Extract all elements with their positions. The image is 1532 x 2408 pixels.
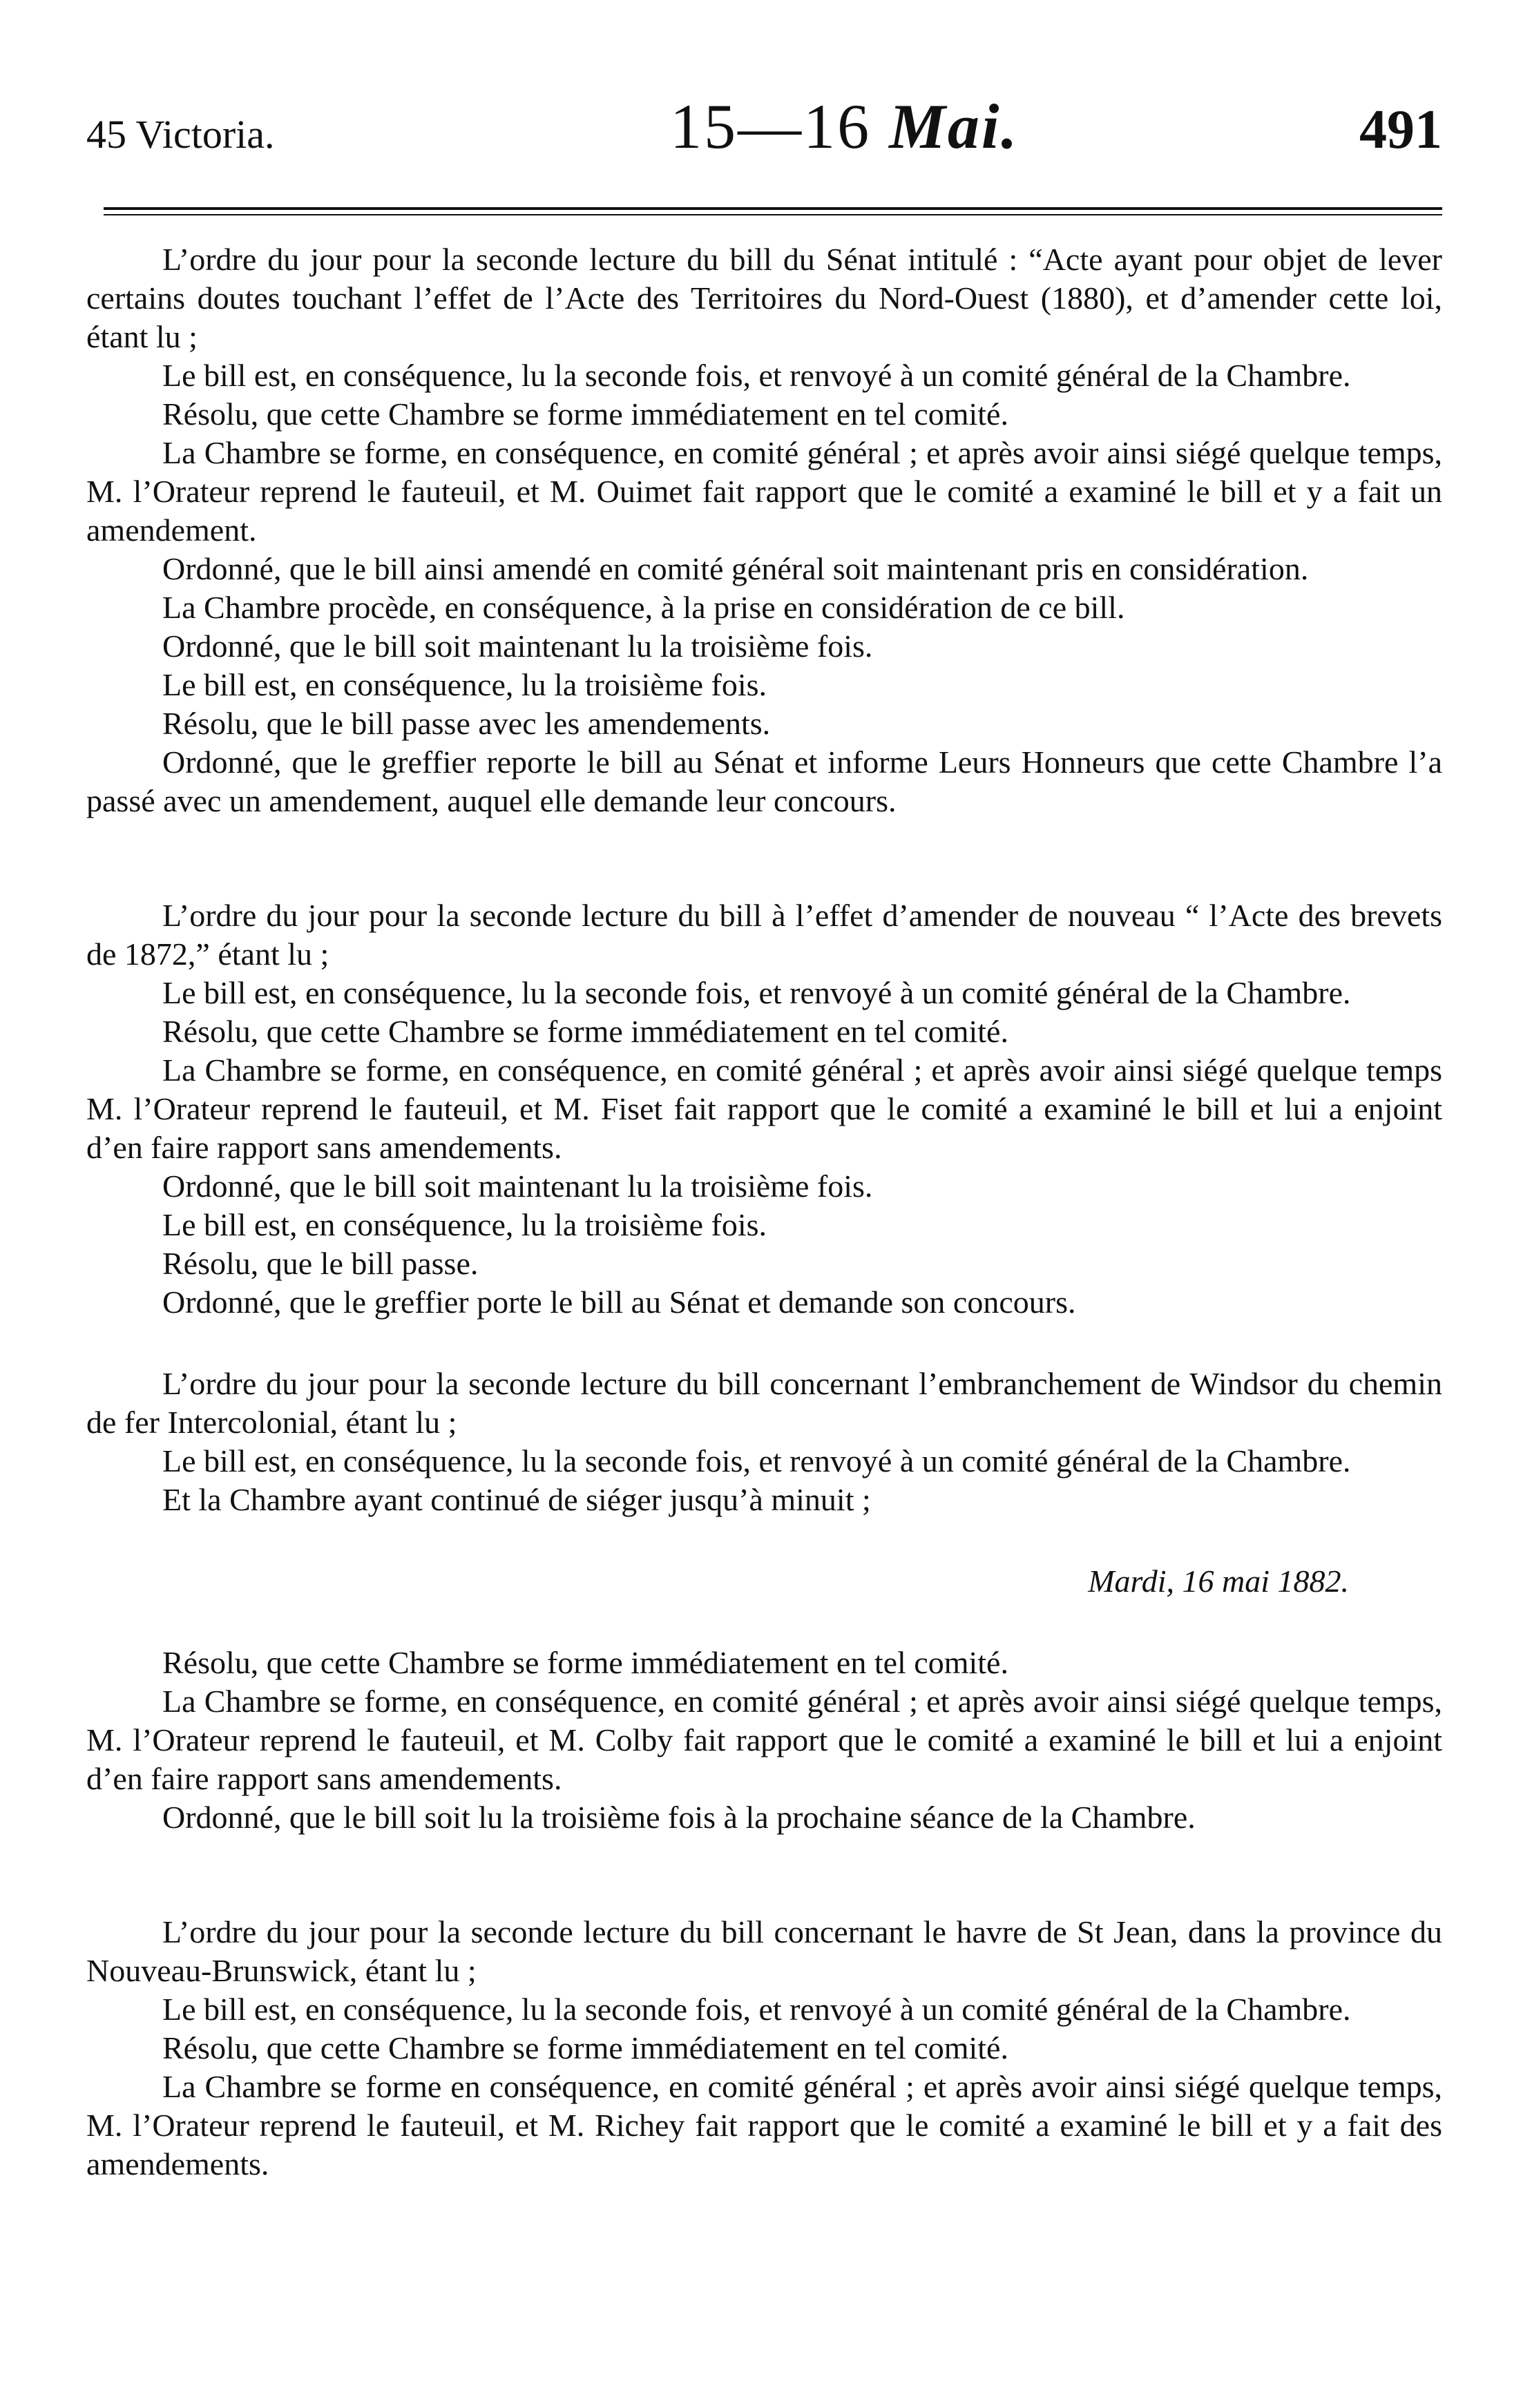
paragraph: L’ordre du jour pour la seconde lecture du bill concernant l’embranchement de Windsor du chemin de fer Intercolonial, étant lu ; (86, 1366, 1442, 1440)
section-gap (86, 1519, 1442, 1562)
paragraph: Ordonné, que le bill soit maintenant lu la troisième fois. (162, 1168, 873, 1204)
sitting-date (86, 1562, 1442, 1601)
paragraph: La Chambre se forme en conséquence, en comité général ; et après avoir ainsi siégé quelque temps, M. l’Orateur reprend le fauteuil, et M. Richey fait rapport que le comité a examiné le bill et y a fait des amendements. (86, 2069, 1442, 2181)
paragraph: La Chambre se forme, en conséquence, en comité général ; et après avoir ainsi siégé quelque temps M. l’Orateur reprend le fauteuil, et M. Fiset fait rapport que le comité a examiné le bill et lui a enjoint d’en faire rapport sans amendements. (86, 1052, 1442, 1165)
paragraph: La Chambre se forme, en conséquence, en comité général ; et après avoir ainsi siégé quelque temps, M. l’Orateur reprend le fauteuil, et M. Colby fait rapport que le comité a examiné le bill et lui a enjoint d’en faire rapport sans amendements. (86, 1684, 1442, 1796)
paragraph: Résolu, que le bill passe avec les amendements. (162, 706, 771, 741)
paragraph: L’ordre du jour pour la seconde lecture du bill du Sénat intitulé : “Acte ayant pour objet de lever certains doutes touchant l’effet de l’Acte des Territoires du Nord-Ouest (1880), et d’amender cette loi, étant lu ; (86, 242, 1442, 354)
paragraph: Le bill est, en conséquence, lu la troisième fois. (162, 1207, 767, 1242)
paragraph: Résolu, que cette Chambre se forme immédiatement en tel comité. (162, 396, 1008, 432)
paragraph: Et la Chambre ayant continué de siéger jusqu’à minuit ; (162, 1482, 871, 1517)
paragraph: Le bill est, en conséquence, lu la troisième fois. (162, 667, 767, 702)
running-header (86, 90, 1442, 166)
section-gap (86, 1837, 1442, 1913)
section-gap (86, 1601, 1442, 1644)
header-dates (670, 90, 1019, 163)
paragraph: Le bill est, en conséquence, lu la seconde fois, et renvoyé à un comité général de la Chambre. (162, 975, 1351, 1010)
paragraph: Résolu, que le bill passe. (162, 1246, 479, 1281)
section-gap (86, 820, 1442, 896)
paragraph: La Chambre procède, en conséquence, à la prise en considération de ce bill. (162, 590, 1125, 625)
paragraph: Ordonné, que le bill ainsi amendé en comité général soit maintenant pris en considération. (162, 551, 1309, 586)
paragraph: L’ordre du jour pour la seconde lecture du bill concernant le havre de St Jean, dans la province du Nouveau-Brunswick, étant lu ; (86, 1914, 1442, 1988)
date-text: Mardi, 16 mai 1882. (1088, 1563, 1349, 1599)
paragraph: Ordonné, que le bill soit maintenant lu la troisième fois. (162, 628, 873, 664)
paragraph: Ordonné, que le greffier reporte le bill au Sénat et informe Leurs Honneurs que cette Chambre l’a passé avec un amendement, auquel elle demande leur concours. (86, 744, 1442, 818)
page-number: 491 (1359, 99, 1442, 160)
entry-colby-report (86, 1644, 1442, 1837)
section-gap (86, 1322, 1442, 1365)
header-month: Mai. (889, 91, 1019, 162)
entry-brevets-bill (86, 896, 1442, 1322)
header-double-rule (104, 207, 1442, 215)
entry-st-jean-bill (86, 1913, 1442, 2184)
entry-windsor-bill (86, 1365, 1442, 1519)
paragraph: Ordonné, que le greffier porte le bill au Sénat et demande son concours. (162, 1284, 1076, 1320)
paragraph: Résolu, que cette Chambre se forme immédiatement en tel comité. (162, 1014, 1008, 1049)
header-session: 45 Victoria. (86, 112, 275, 157)
paragraph: Le bill est, en conséquence, lu la seconde fois, et renvoyé à un comité général de la Chambre. (162, 1443, 1351, 1478)
paragraph: L’ordre du jour pour la seconde lecture du bill à l’effet d’amender de nouveau “ l’Acte des brevets de 1872,” étant lu ; (86, 898, 1442, 972)
paragraph: Résolu, que cette Chambre se forme immédiatement en tel comité. (162, 2030, 1008, 2065)
paragraph: Résolu, que cette Chambre se forme immédiatement en tel comité. (162, 1645, 1008, 1680)
paragraph: Ordonné, que le bill soit lu la troisième fois à la prochaine séance de la Chambre. (162, 1800, 1196, 1835)
journal-body (86, 240, 1442, 2184)
paragraph: Le bill est, en conséquence, lu la seconde fois, et renvoyé à un comité général de la Chambre. (162, 358, 1351, 393)
paragraph: La Chambre se forme, en conséquence, en comité général ; et après avoir ainsi siégé quelque temps, M. l’Orateur reprend le fauteuil, et M. Ouimet fait rapport que le comité a examiné le bill et y a fait un amendement. (86, 435, 1442, 548)
paragraph: Le bill est, en conséquence, lu la seconde fois, et renvoyé à un comité général de la Chambre. (162, 1992, 1351, 2027)
header-days: 15—16 (670, 91, 872, 162)
entry-nord-ouest-bill (86, 240, 1442, 820)
